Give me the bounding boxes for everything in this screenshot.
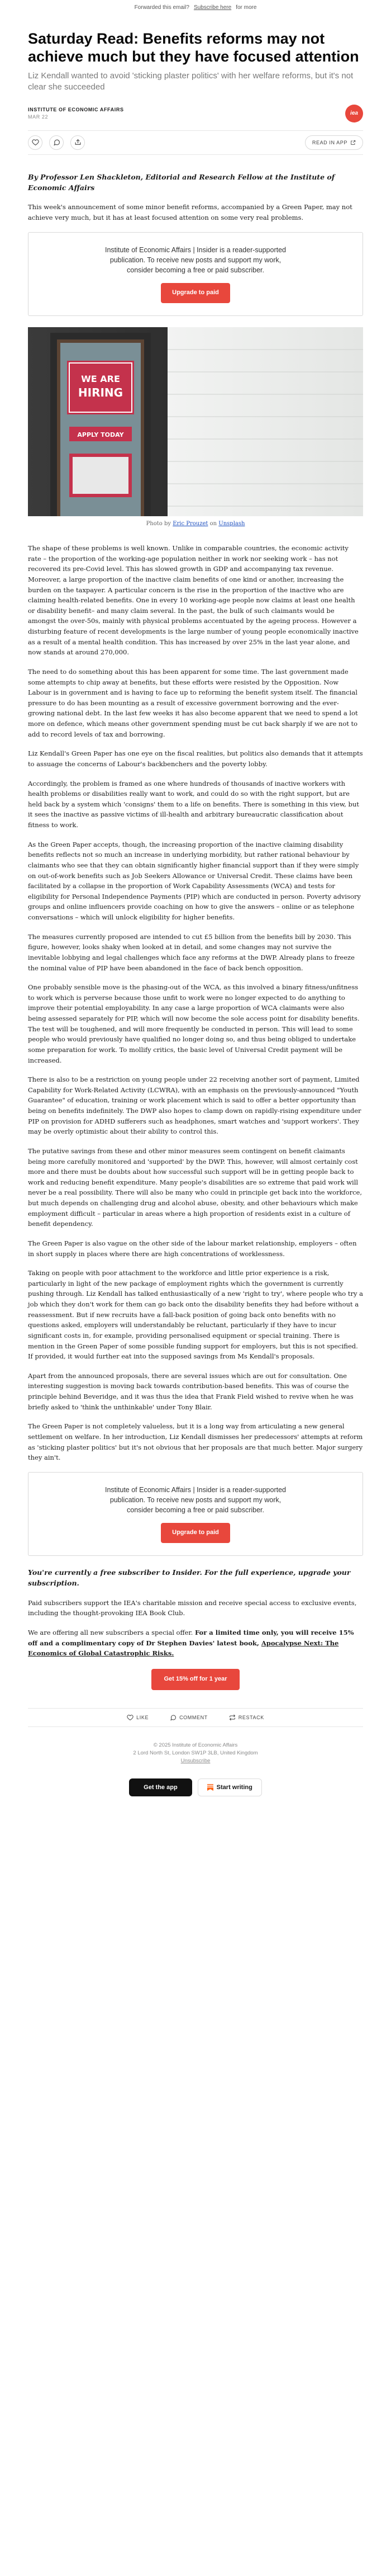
article-photo[interactable] bbox=[28, 327, 363, 516]
paragraph: The putative savings from these and other minor measures seem contingent on benefit claimants being more carefully monitored and 'supported' by the DWP. This, however, will almost certainly cost more and there must be doubts about how successful such support will be in getting people back to work and reducing benefit expenditure. Many people's disabilities are so extreme that paid work will never be a real possibility. There will also be many who could in principle get back into the workforce, but much depends on challenging drug and alcohol abuse, obesity, and other behaviours which make employment difficult – particular in areas where a high proportion of residents exist in a culture of benefit dependency. bbox=[28, 1147, 362, 1228]
publication-name[interactable]: INSTITUTE OF ECONOMIC AFFAIRS bbox=[28, 107, 124, 113]
heart-icon bbox=[32, 139, 39, 146]
paragraph: The Green Paper is also vague on the other side of the labour market relationship, employers – often in short supply in places where there are high concentrations of worklessness. bbox=[28, 1239, 357, 1258]
subscribe-box-text: Institute of Economic Affairs | Insider is a reader-supported publication. To receive new posts and support my work, consider becoming a free or paid subscriber. bbox=[104, 246, 286, 274]
bottom-restack-button[interactable] bbox=[229, 1714, 264, 1721]
paid-benefits-paragraph: Paid subscribers support the IEA's charitable mission and receive special access to exclusive events, including the thought-provoking IEA Book Club. bbox=[28, 1598, 357, 1617]
post-actions-left bbox=[28, 135, 85, 150]
photo-caption bbox=[28, 520, 363, 529]
discount-offer-button[interactable]: Get 15% off for 1 year bbox=[151, 1669, 239, 1690]
comment-icon bbox=[170, 1714, 177, 1721]
start-writing-label: Start writing bbox=[216, 1784, 252, 1791]
post-title[interactable]: Saturday Read: Benefits reforms may not achieve much but they have focused attention bbox=[28, 30, 359, 65]
upgrade-cta: You're currently a free subscriber to Insider. For the full experience, upgrade your subscription. bbox=[28, 1568, 351, 1588]
offer-details: For a limited time only, you will receive 15% off and a complimentary copy of Dr Stephen Davies' latest book, bbox=[28, 1628, 354, 1647]
unsubscribe-link[interactable]: Unsubscribe bbox=[180, 1758, 211, 1764]
sign-line-2: HIRING bbox=[78, 385, 123, 399]
post-subtitle: Liz Kendall wanted to avoid 'sticking plaster politics' with her welfare reforms, but it's not clear she succeeded bbox=[28, 71, 354, 92]
comment-button[interactable] bbox=[49, 135, 64, 150]
upgrade-to-paid-button-2[interactable]: Upgrade to paid bbox=[161, 1523, 230, 1543]
post-actions-bar bbox=[28, 130, 363, 155]
substack-logo-icon bbox=[207, 1784, 213, 1791]
publication-logo[interactable]: iea bbox=[345, 105, 363, 122]
forward-suffix: for more bbox=[236, 4, 257, 11]
external-link-icon bbox=[350, 140, 356, 145]
author-line: By Professor Len Shackleton, Editorial and Research Fellow at the Institute of Economic Affairs bbox=[28, 172, 335, 192]
bottom-comment-button[interactable] bbox=[170, 1714, 208, 1721]
paragraph: The Green Paper is not completely valueless, but it is a long way from articulating a new general settlement on welfare. In her introduction, Liz Kendall dismisses her predecessors' attempts at reform as 'sticking plaster politics' but it's not obvious that her proposals are that much better. Major surgery they ain't. bbox=[28, 1422, 363, 1462]
byline bbox=[28, 105, 363, 122]
offer-button-wrap bbox=[28, 1669, 363, 1690]
read-in-app-button[interactable] bbox=[305, 135, 363, 150]
subscribe-box bbox=[28, 232, 363, 316]
start-writing-button[interactable] bbox=[198, 1778, 262, 1796]
footer bbox=[28, 1742, 363, 1766]
like-button[interactable] bbox=[28, 135, 42, 150]
subscribe-link[interactable]: Subscribe here bbox=[193, 4, 232, 11]
article-body bbox=[28, 172, 363, 1690]
paragraph: The shape of these problems is well known. Unlike in comparable countries, the economic activity rate – the proportion of the working-age population neither in work nor seeking work – has not recovered its pre-Covid level. This has slowed growth in GDP and accompanying tax revenue. Moreover, a large proportion of the inactive claim benefits of one kind or another, increasing the burden on the taxpayer. A particular concern is the rise in the proportion of the inactive who are claiming health-related benefits. One in every 10 working-age people now claims at least one health or disability benefit– and many claim several. In the past, the bulk of such claimants would be amongst the over-50s, mainly with physical problems accentuated by the ageing process. However a disturbing feature of recent developments is the large number of young people economically inactive as a result of a mental health condition. This has increased by over 25% in the last year alone, and now stands at around 270,000. bbox=[28, 544, 359, 657]
book-link[interactable]: Apocalypse Next: The Economics of Global Catastrophic Risks. bbox=[28, 1639, 339, 1658]
restack-icon bbox=[229, 1714, 236, 1721]
email-content bbox=[28, 30, 363, 1796]
heart-icon bbox=[127, 1714, 133, 1721]
footer-buttons bbox=[28, 1778, 363, 1796]
paragraph: Accordingly, the problem is framed as one where hundreds of thousands of inactive workers with health problems or disabilities really want to work, and could do so with the right support, but are held back by a system which 'consigns' them to a life on benefits. There is something in this view, but it sees the inactive as passive victims of ill-health and arbitrary bureaucratic classification about fitness to work. bbox=[28, 779, 359, 829]
read-in-app-label: READ IN APP bbox=[312, 139, 347, 145]
paragraph: Taking on people with poor attachment to the workforce and little prior experience is a risk, particularly in light of the new package of employment rights which the government is currently pushing through. Liz Kendall has talked enthusiastically of a new 'right to try', where people who try a job which they don't work for them can go back onto the disability benefits they had before without a reassessment. But if new recruits have a fall-back position of going back onto benefits with no questions asked, employers will understandably be reluctant, particularly if they have to incur significant costs in, for example, providing personalised equipment or special training. There is mention in the Green Paper of some possible funding support for employers, but this is not specified. If provided, it would further eat into the supposed savings from Ms Kendall's proposals. bbox=[28, 1269, 364, 1361]
subscribe-box-2 bbox=[28, 1472, 363, 1556]
footer-address: 2 Lord North St, London SW1P 3LB, United Kingdom bbox=[133, 1749, 258, 1756]
caption-author-link[interactable]: Eric Prouzet bbox=[173, 520, 208, 527]
bottom-like-button[interactable] bbox=[127, 1714, 149, 1721]
caption-prefix: Photo by bbox=[146, 520, 171, 527]
share-button[interactable] bbox=[70, 135, 85, 150]
paragraph: There is also to be a restriction on young people under 22 receiving another sort of payment, Limited Capability for Work-Related Activity (LCWRA), with an emphasis on the previously-announced "Youth Guarantee" of education, training or work placement which is said to offer a better opportunity than being on benefits indefinitely. The DWP also hopes to clamp down on rapidly-rising expenditure under PIP on provision for ADHD sufferers such as headphones, smart watches and 'support workers'. They may be overly optimistic about their ability to control this. bbox=[28, 1075, 361, 1136]
offer-intro: We are offering all new subscribers a special offer. bbox=[28, 1628, 195, 1636]
paragraph-intro: This week's announcement of some minor benefit reforms, accompanied by a Green Paper, may not achieve very much, but it has at least focused attention on some very real problems. bbox=[28, 203, 352, 222]
forward-text: Forwarded this email? bbox=[134, 4, 189, 11]
paragraph: The measures currently proposed are intended to cut £5 billion from the benefits bill by 2030. This figure, however, looks shaky when looked at in detail, and some changes may not survive the inevitable lobbying and legal challenges which face any reforms at the DWP. Already plans to freeze the nominal value of PIP have been abandoned in the face of back bench opposition. bbox=[28, 932, 355, 972]
footer-copyright: © 2025 Institute of Economic Affairs bbox=[153, 1742, 238, 1748]
paragraph: The need to do something about this has been apparent for some time. The last government made some attempts to chip away at benefits, but these efforts were resisted by the Opposition. Now Labour is in government and is having to face up to reforming the benefit system itself. The financial pressure to do has been mounting as a result of excessive government borrowing and the ever-growing national debt. In the last few weeks it has also become apparent that we need to spend a lot more on defence, which means other government spending must be cut back sharply if we are not to add to record levels of tax and borrowing. bbox=[28, 667, 358, 738]
upgrade-to-paid-button[interactable]: Upgrade to paid bbox=[161, 283, 230, 303]
post-date: MAR 22 bbox=[28, 114, 49, 120]
sign-line-1: WE ARE bbox=[81, 373, 120, 384]
paragraph: As the Green Paper accepts, though, the increasing proportion of the inactive claiming disability benefits reflects not so much an increase in underlying morbidity, but rather rational behaviour by claimants who see that they can obtain significantly higher financial support than if they were simply on out-of-work benefits such as Job Seekers Allowance or Universal Credit. These claims have been facilitated by a collapse in the proportion of Work Capability Assessments (WCA) and tests for eligibility for Personal Independence Payments (PIP) which are conducted in person. Poverty advisory groups and online influencers provide coaching on how to give the answers – online or as telephone conversations – which will unlock eligibility for higher benefits. bbox=[28, 840, 361, 922]
caption-site-link[interactable]: Unsplash bbox=[218, 520, 245, 527]
get-the-app-button[interactable]: Get the app bbox=[129, 1778, 192, 1796]
byline-info bbox=[28, 107, 124, 120]
paragraph: Apart from the announced proposals, there are several issues which are out for consultation. One interesting suggestion is moving back towards contribution-based benefits. This was of course the principle behind Beveridge, and it was thus the idea that Frank Field wished to revive when he was briefly asked to 'think the unthinkable' under Tony Blair. bbox=[28, 1371, 354, 1411]
comment-label: COMMENT bbox=[179, 1714, 208, 1720]
offer-paragraph bbox=[28, 1627, 363, 1659]
restack-label: RESTACK bbox=[238, 1714, 264, 1720]
subscribe-box-text: Institute of Economic Affairs | Insider is a reader-supported publication. To receive new posts and support my work, consider becoming a free or paid subscriber. bbox=[104, 1485, 286, 1515]
share-icon bbox=[74, 139, 82, 146]
sign-line-3: APPLY TODAY bbox=[77, 431, 124, 438]
like-label: LIKE bbox=[136, 1714, 149, 1720]
paragraph: Liz Kendall's Green Paper has one eye on the fiscal realities, but politics also demands that it attempts to assuage the concerns of Labour's backbenchers and the poverty lobby. bbox=[28, 749, 363, 768]
bottom-actions-bar bbox=[28, 1708, 363, 1727]
paragraph: One probably sensible move is the phasing-out of the WCA, as this involved a binary fitness/unfitness to work which is perverse because those unfit to work were no longer expected to do anything to improve their potential employability. In any case a large proportion of WCA claimants were also being assessed separately for PIP, which will now become the sole access point for disability benefits. The test will be toughened, and will more frequently be conducted in person. This will lead to some people who would previously have qualified no longer doing so, and thus being obliged to undertake some preparation for work. To mollify critics, the basic level of Universal Credit payment will be increased. bbox=[28, 983, 360, 1064]
comment-icon bbox=[53, 139, 60, 146]
forward-banner bbox=[0, 0, 391, 15]
caption-on: on bbox=[209, 520, 217, 527]
